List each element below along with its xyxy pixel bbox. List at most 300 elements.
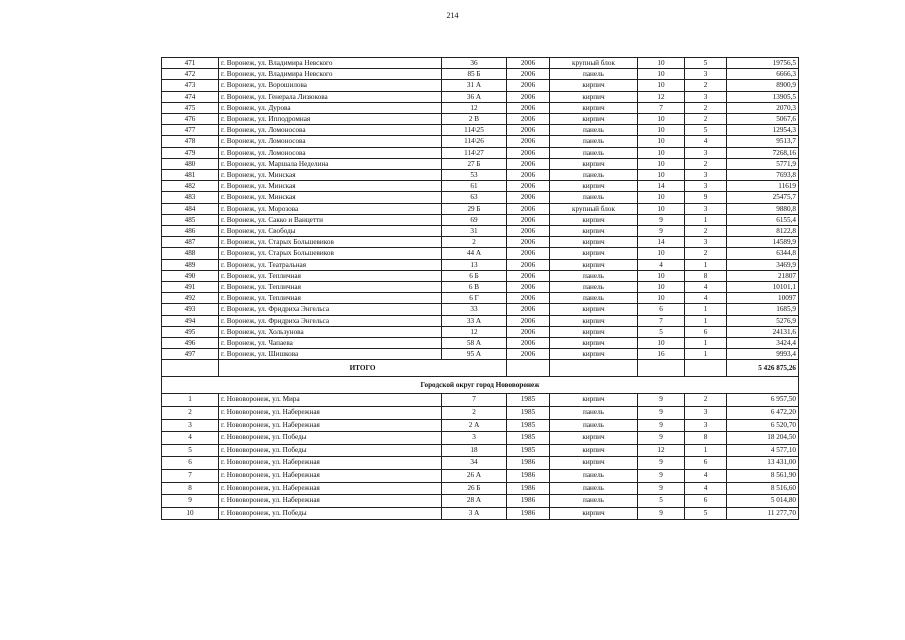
area-cell: 6666,3 xyxy=(727,69,799,80)
entrances-cell: 5 xyxy=(685,58,727,69)
floors-cell: 9 xyxy=(638,457,685,470)
area-cell: 6344,8 xyxy=(727,248,799,259)
area-cell: 5771,9 xyxy=(727,158,799,169)
row-number-cell: 475 xyxy=(162,102,219,113)
wall-material-cell: панель xyxy=(550,407,638,420)
row-number-cell: 497 xyxy=(162,349,219,360)
wall-material-cell: кирпич xyxy=(550,158,638,169)
area-cell: 8122,8 xyxy=(727,226,799,237)
row-number-cell: 10 xyxy=(162,507,219,520)
house-number-cell: 2 xyxy=(442,237,507,248)
entrances-cell: 3 xyxy=(685,91,727,102)
row-number-cell: 6 xyxy=(162,457,219,470)
address-cell: г. Воронеж, ул. Ворошилова xyxy=(219,80,442,91)
row-number-cell: 476 xyxy=(162,114,219,125)
floors-cell: 14 xyxy=(638,181,685,192)
floors-cell: 10 xyxy=(638,80,685,91)
table-row xyxy=(162,444,799,457)
house-number-cell: 63 xyxy=(442,192,507,203)
year-cell: 2006 xyxy=(507,293,550,304)
wall-material-cell: кирпич xyxy=(550,507,638,520)
entrances-cell: 9 xyxy=(685,192,727,203)
entrances-cell: 8 xyxy=(685,432,727,445)
housing-register-table xyxy=(161,57,799,520)
house-number-cell: 36 xyxy=(442,58,507,69)
house-number-cell: 33 xyxy=(442,304,507,315)
address-cell: г. Воронеж, ул. Минская xyxy=(219,192,442,203)
floors-cell: 10 xyxy=(638,125,685,136)
floors-cell: 10 xyxy=(638,158,685,169)
wall-material-cell: кирпич xyxy=(550,394,638,407)
row-number-cell: 482 xyxy=(162,181,219,192)
table-row xyxy=(162,259,799,270)
table-row xyxy=(162,58,799,69)
entrances-cell: 3 xyxy=(685,407,727,420)
row-number-cell: 472 xyxy=(162,69,219,80)
wall-material-cell: панель xyxy=(550,69,638,80)
entrances-cell: 6 xyxy=(685,495,727,508)
floors-cell: 5 xyxy=(638,495,685,508)
table-row xyxy=(162,214,799,225)
entrances-cell: 1 xyxy=(685,338,727,349)
house-number-cell: 26 А xyxy=(442,470,507,483)
address-cell: г. Воронеж, ул. Чапаева xyxy=(219,338,442,349)
row-number-cell: 2 xyxy=(162,407,219,420)
area-cell: 14589,9 xyxy=(727,237,799,248)
table-row xyxy=(162,282,799,293)
floors-cell: 12 xyxy=(638,91,685,102)
row-number-cell: 492 xyxy=(162,293,219,304)
entrances-cell: 1 xyxy=(685,304,727,315)
house-number-cell: 12 xyxy=(442,102,507,113)
table-row xyxy=(162,349,799,360)
table-row xyxy=(162,147,799,158)
floors-cell: 9 xyxy=(638,470,685,483)
table-row xyxy=(162,80,799,91)
house-number-cell: 12 xyxy=(442,326,507,337)
entrances-cell: 2 xyxy=(685,394,727,407)
total-empty-cell xyxy=(507,360,550,377)
year-cell: 1986 xyxy=(507,495,550,508)
year-cell: 2006 xyxy=(507,181,550,192)
address-cell: г. Воронеж, ул. Тепличная xyxy=(219,270,442,281)
wall-material-cell: кирпич xyxy=(550,432,638,445)
row-number-cell: 3 xyxy=(162,419,219,432)
floors-cell: 9 xyxy=(638,419,685,432)
year-cell: 2006 xyxy=(507,248,550,259)
address-cell: г. Нововоронеж, ул. Победы xyxy=(219,507,442,520)
house-number-cell: 31 xyxy=(442,226,507,237)
entrances-cell: 4 xyxy=(685,482,727,495)
row-number-cell: 485 xyxy=(162,214,219,225)
row-number-cell: 479 xyxy=(162,147,219,158)
entrances-cell: 4 xyxy=(685,136,727,147)
address-cell: г. Воронеж, ул. Владимира Невского xyxy=(219,69,442,80)
floors-cell: 6 xyxy=(638,304,685,315)
floors-cell: 10 xyxy=(638,203,685,214)
year-cell: 2006 xyxy=(507,192,550,203)
address-cell: г. Воронеж, ул. Старых Большевиков xyxy=(219,237,442,248)
house-number-cell: 18 xyxy=(442,444,507,457)
area-cell: 10097 xyxy=(727,293,799,304)
voronezh-rows xyxy=(162,58,799,360)
year-cell: 1985 xyxy=(507,419,550,432)
area-cell: 18 204,50 xyxy=(727,432,799,445)
entrances-cell: 1 xyxy=(685,259,727,270)
wall-material-cell: кирпич xyxy=(550,181,638,192)
year-cell: 2006 xyxy=(507,91,550,102)
area-cell: 5 014,80 xyxy=(727,495,799,508)
address-cell: г. Воронеж, ул. Ломоносова xyxy=(219,125,442,136)
row-number-cell: 488 xyxy=(162,248,219,259)
wall-material-cell: панель xyxy=(550,419,638,432)
row-number-cell: 473 xyxy=(162,80,219,91)
floors-cell: 10 xyxy=(638,147,685,158)
table-row xyxy=(162,91,799,102)
total-value: 5 426 875,26 xyxy=(727,360,799,377)
row-number-cell: 486 xyxy=(162,226,219,237)
year-cell: 2006 xyxy=(507,147,550,158)
address-cell: г. Воронеж, ул. Тепличная xyxy=(219,293,442,304)
row-number-cell: 5 xyxy=(162,444,219,457)
wall-material-cell: панель xyxy=(550,170,638,181)
wall-material-cell: кирпич xyxy=(550,91,638,102)
floors-cell: 7 xyxy=(638,315,685,326)
table-row xyxy=(162,457,799,470)
row-number-cell: 1 xyxy=(162,394,219,407)
area-cell: 25475,7 xyxy=(727,192,799,203)
house-number-cell: 114\27 xyxy=(442,147,507,158)
year-cell: 1986 xyxy=(507,507,550,520)
address-cell: г. Нововоронеж, ул. Набережная xyxy=(219,457,442,470)
year-cell: 2006 xyxy=(507,304,550,315)
year-cell: 1985 xyxy=(507,444,550,457)
entrances-cell: 8 xyxy=(685,270,727,281)
house-number-cell: 28 А xyxy=(442,495,507,508)
total-block xyxy=(162,360,799,394)
wall-material-cell: панель xyxy=(550,470,638,483)
table-row xyxy=(162,394,799,407)
address-cell: г. Нововоронеж, ул. Мира xyxy=(219,394,442,407)
year-cell: 2006 xyxy=(507,102,550,113)
area-cell: 8 516,60 xyxy=(727,482,799,495)
wall-material-cell: панель xyxy=(550,482,638,495)
address-cell: г. Воронеж, ул. Генерала Лизюкова xyxy=(219,91,442,102)
year-cell: 2006 xyxy=(507,69,550,80)
entrances-cell: 3 xyxy=(685,69,727,80)
address-cell: г. Воронеж, ул. Владимира Невского xyxy=(219,58,442,69)
table-row xyxy=(162,136,799,147)
area-cell: 4 577,10 xyxy=(727,444,799,457)
table-row xyxy=(162,293,799,304)
page-number: 214 xyxy=(446,11,459,20)
address-cell: г. Воронеж, ул. Маршала Неделина xyxy=(219,158,442,169)
address-cell: г. Нововоронеж, ул. Набережная xyxy=(219,419,442,432)
total-empty-cell xyxy=(638,360,685,377)
table-row xyxy=(162,419,799,432)
row-number-cell: 7 xyxy=(162,470,219,483)
table-row xyxy=(162,69,799,80)
row-number-cell: 483 xyxy=(162,192,219,203)
floors-cell: 10 xyxy=(638,270,685,281)
row-number-cell: 489 xyxy=(162,259,219,270)
address-cell: г. Воронеж, ул. Театральная xyxy=(219,259,442,270)
area-cell: 6 957,50 xyxy=(727,394,799,407)
area-cell: 9513,7 xyxy=(727,136,799,147)
floors-cell: 9 xyxy=(638,226,685,237)
wall-material-cell: панель xyxy=(550,192,638,203)
total-empty-cell xyxy=(550,360,638,377)
row-number-cell: 495 xyxy=(162,326,219,337)
address-cell: г. Воронеж, ул. Хользунова xyxy=(219,326,442,337)
floors-cell: 10 xyxy=(638,192,685,203)
table-row xyxy=(162,181,799,192)
floors-cell: 10 xyxy=(638,248,685,259)
house-number-cell: 53 xyxy=(442,170,507,181)
floors-cell: 10 xyxy=(638,293,685,304)
house-number-cell: 26 Б xyxy=(442,482,507,495)
floors-cell: 5 xyxy=(638,326,685,337)
floors-cell: 10 xyxy=(638,136,685,147)
area-cell: 13905,5 xyxy=(727,91,799,102)
area-cell: 13 431,00 xyxy=(727,457,799,470)
house-number-cell: 27 Б xyxy=(442,158,507,169)
table-row xyxy=(162,158,799,169)
address-cell: г. Нововоронеж, ул. Победы xyxy=(219,444,442,457)
year-cell: 2006 xyxy=(507,338,550,349)
year-cell: 2006 xyxy=(507,203,550,214)
house-number-cell: 2 xyxy=(442,407,507,420)
entrances-cell: 3 xyxy=(685,170,727,181)
house-number-cell: 58 А xyxy=(442,338,507,349)
entrances-cell: 4 xyxy=(685,282,727,293)
wall-material-cell: кирпич xyxy=(550,457,638,470)
area-cell: 2070,3 xyxy=(727,102,799,113)
row-number-cell: 477 xyxy=(162,125,219,136)
area-cell: 24131,6 xyxy=(727,326,799,337)
table-row xyxy=(162,237,799,248)
house-number-cell: 29 Б xyxy=(442,203,507,214)
year-cell: 2006 xyxy=(507,326,550,337)
house-number-cell: 7 xyxy=(442,394,507,407)
entrances-cell: 3 xyxy=(685,237,727,248)
table-row xyxy=(162,192,799,203)
year-cell: 1986 xyxy=(507,470,550,483)
house-number-cell: 95 А xyxy=(442,349,507,360)
table-row xyxy=(162,407,799,420)
address-cell: г. Воронеж, ул. Фридриха Энгельса xyxy=(219,304,442,315)
house-number-cell: 114\25 xyxy=(442,125,507,136)
entrances-cell: 3 xyxy=(685,419,727,432)
area-cell: 19756,5 xyxy=(727,58,799,69)
year-cell: 2006 xyxy=(507,349,550,360)
wall-material-cell: панель xyxy=(550,147,638,158)
wall-material-cell: панель xyxy=(550,270,638,281)
address-cell: г. Нововоронеж, ул. Набережная xyxy=(219,495,442,508)
area-cell: 8 561,90 xyxy=(727,470,799,483)
wall-material-cell: кирпич xyxy=(550,248,638,259)
wall-material-cell: кирпич xyxy=(550,304,638,315)
year-cell: 2006 xyxy=(507,58,550,69)
entrances-cell: 2 xyxy=(685,158,727,169)
year-cell: 2006 xyxy=(507,214,550,225)
wall-material-cell: кирпич xyxy=(550,102,638,113)
total-empty-cell xyxy=(162,360,219,377)
entrances-cell: 3 xyxy=(685,181,727,192)
total-empty-cell xyxy=(685,360,727,377)
entrances-cell: 2 xyxy=(685,226,727,237)
area-cell: 12954,3 xyxy=(727,125,799,136)
house-number-cell: 13 xyxy=(442,259,507,270)
entrances-cell: 1 xyxy=(685,444,727,457)
area-cell: 8900,9 xyxy=(727,80,799,91)
entrances-cell: 5 xyxy=(685,125,727,136)
area-cell: 9993,4 xyxy=(727,349,799,360)
house-number-cell: 85 Б xyxy=(442,69,507,80)
entrances-cell: 5 xyxy=(685,507,727,520)
floors-cell: 9 xyxy=(638,394,685,407)
area-cell: 1685,9 xyxy=(727,304,799,315)
entrances-cell: 2 xyxy=(685,114,727,125)
house-number-cell: 34 xyxy=(442,457,507,470)
house-number-cell: 61 xyxy=(442,181,507,192)
address-cell: г. Воронеж, ул. Шишкова xyxy=(219,349,442,360)
table-row xyxy=(162,248,799,259)
year-cell: 1985 xyxy=(507,432,550,445)
address-cell: г. Воронеж, ул. Тепличная xyxy=(219,282,442,293)
table-row xyxy=(162,102,799,113)
house-number-cell: 3 А xyxy=(442,507,507,520)
row-number-cell: 484 xyxy=(162,203,219,214)
total-label: ИТОГО xyxy=(219,360,507,377)
year-cell: 1985 xyxy=(507,394,550,407)
house-number-cell: 2 В xyxy=(442,114,507,125)
table-row xyxy=(162,270,799,281)
year-cell: 2006 xyxy=(507,237,550,248)
wall-material-cell: кирпич xyxy=(550,259,638,270)
area-cell: 6 472,20 xyxy=(727,407,799,420)
wall-material-cell: кирпич xyxy=(550,80,638,91)
floors-cell: 10 xyxy=(638,282,685,293)
area-cell: 11619 xyxy=(727,181,799,192)
area-cell: 6 520,70 xyxy=(727,419,799,432)
address-cell: г. Воронеж, ул. Фридриха Энгельса xyxy=(219,315,442,326)
area-cell: 3469,9 xyxy=(727,259,799,270)
floors-cell: 9 xyxy=(638,214,685,225)
address-cell: г. Воронеж, ул. Свободы xyxy=(219,226,442,237)
house-number-cell: 6 В xyxy=(442,282,507,293)
row-number-cell: 496 xyxy=(162,338,219,349)
wall-material-cell: кирпич xyxy=(550,114,638,125)
house-number-cell: 6 Г xyxy=(442,293,507,304)
area-cell: 21807 xyxy=(727,270,799,281)
section-title: Городской округ город Нововоронеж xyxy=(162,377,799,394)
table-row xyxy=(162,304,799,315)
row-number-cell: 490 xyxy=(162,270,219,281)
wall-material-cell: панель xyxy=(550,282,638,293)
table-row xyxy=(162,315,799,326)
entrances-cell: 6 xyxy=(685,326,727,337)
wall-material-cell: кирпич xyxy=(550,349,638,360)
entrances-cell: 1 xyxy=(685,214,727,225)
wall-material-cell: панель xyxy=(550,136,638,147)
entrances-cell: 2 xyxy=(685,102,727,113)
table-row xyxy=(162,125,799,136)
table-row xyxy=(162,326,799,337)
house-number-cell: 114\26 xyxy=(442,136,507,147)
year-cell: 2006 xyxy=(507,259,550,270)
year-cell: 2006 xyxy=(507,158,550,169)
table-row xyxy=(162,170,799,181)
wall-material-cell: крупный блок xyxy=(550,58,638,69)
year-cell: 1986 xyxy=(507,482,550,495)
year-cell: 2006 xyxy=(507,226,550,237)
floors-cell: 4 xyxy=(638,259,685,270)
address-cell: г. Воронеж, ул. Старых Большевиков xyxy=(219,248,442,259)
area-cell: 5276,9 xyxy=(727,315,799,326)
year-cell: 2006 xyxy=(507,270,550,281)
year-cell: 1985 xyxy=(507,407,550,420)
address-cell: г. Воронеж, ул. Минская xyxy=(219,170,442,181)
area-cell: 7268,16 xyxy=(727,147,799,158)
house-number-cell: 69 xyxy=(442,214,507,225)
year-cell: 2006 xyxy=(507,282,550,293)
wall-material-cell: кирпич xyxy=(550,237,638,248)
address-cell: г. Воронеж, ул. Дурова xyxy=(219,102,442,113)
address-cell: г. Воронеж, ул. Ломоносова xyxy=(219,136,442,147)
floors-cell: 9 xyxy=(638,407,685,420)
row-number-cell: 493 xyxy=(162,304,219,315)
table-row xyxy=(162,495,799,508)
address-cell: г. Нововоронеж, ул. Победы xyxy=(219,432,442,445)
house-number-cell: 36 А xyxy=(442,91,507,102)
table-row xyxy=(162,432,799,445)
table-row xyxy=(162,338,799,349)
area-cell: 6155,4 xyxy=(727,214,799,225)
table-row xyxy=(162,226,799,237)
entrances-cell: 6 xyxy=(685,457,727,470)
entrances-cell: 4 xyxy=(685,293,727,304)
year-cell: 2006 xyxy=(507,125,550,136)
year-cell: 2006 xyxy=(507,80,550,91)
entrances-cell: 3 xyxy=(685,203,727,214)
table-row xyxy=(162,482,799,495)
house-number-cell: 2 А xyxy=(442,419,507,432)
floors-cell: 7 xyxy=(638,102,685,113)
address-cell: г. Воронеж, ул. Минская xyxy=(219,181,442,192)
house-number-cell: 3 xyxy=(442,432,507,445)
wall-material-cell: кирпич xyxy=(550,338,638,349)
wall-material-cell: панель xyxy=(550,125,638,136)
entrances-cell: 4 xyxy=(685,470,727,483)
entrances-cell: 1 xyxy=(685,349,727,360)
total-row xyxy=(162,360,799,377)
floors-cell: 9 xyxy=(638,482,685,495)
address-cell: г. Воронеж, ул. Ломоносова xyxy=(219,147,442,158)
novovoronezh-rows xyxy=(162,394,799,520)
house-number-cell: 31 А xyxy=(442,80,507,91)
area-cell: 3424,4 xyxy=(727,338,799,349)
floors-cell: 10 xyxy=(638,114,685,125)
row-number-cell: 487 xyxy=(162,237,219,248)
year-cell: 1986 xyxy=(507,457,550,470)
entrances-cell: 2 xyxy=(685,80,727,91)
row-number-cell: 471 xyxy=(162,58,219,69)
wall-material-cell: панель xyxy=(550,495,638,508)
year-cell: 2006 xyxy=(507,136,550,147)
wall-material-cell: кирпич xyxy=(550,214,638,225)
floors-cell: 10 xyxy=(638,170,685,181)
